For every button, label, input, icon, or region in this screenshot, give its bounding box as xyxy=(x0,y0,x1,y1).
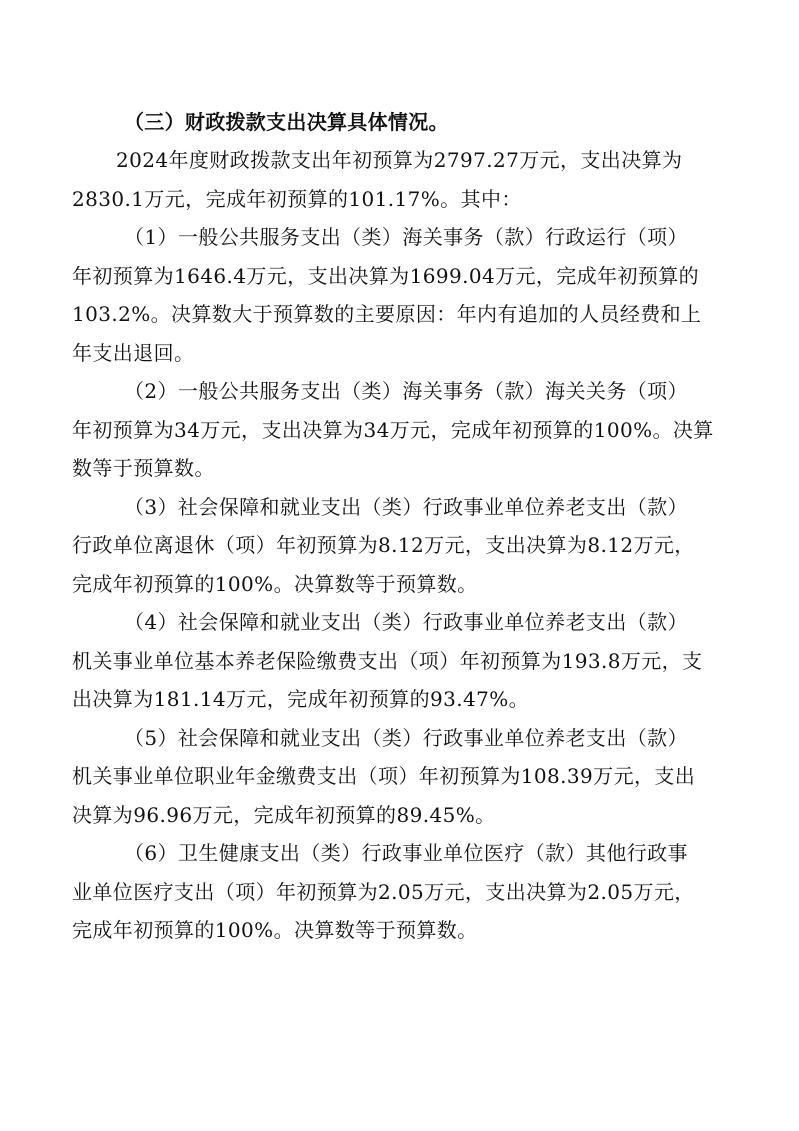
paragraph-line: （2）一般公共服务支出（类）海关事务（款）海关关务（项） xyxy=(124,379,688,403)
paragraph-line: 数等于预算数。 xyxy=(72,456,215,480)
document-body xyxy=(72,103,732,950)
paragraph-line: 业单位医疗支出（项）年初预算为2.05万元，支出决算为2.05万元， xyxy=(72,879,695,904)
item-paragraph-1 xyxy=(72,218,732,372)
item-paragraph-6 xyxy=(72,834,732,950)
item-paragraph-4 xyxy=(72,603,732,719)
item-paragraph-5 xyxy=(72,719,732,835)
section-heading: （三）财政拨款支出决算具体情况。 xyxy=(124,110,449,134)
paragraph-line: 行政单位离退休（项）年初预算为8.12万元，支出决算为8.12万元， xyxy=(72,533,695,557)
paragraph-line: 年支出退回。 xyxy=(72,340,195,365)
paragraph-line: （6）卫生健康支出（类）行政事业单位医疗（款）其他行政事 xyxy=(124,841,688,865)
paragraph-line: （3）社会保障和就业支出（类）行政事业单位养老支出（款） xyxy=(124,494,688,519)
paragraph-line: 出决算为181.14万元，完成年初预算的93.47%。 xyxy=(72,687,530,711)
paragraph-line: 完成年初预算的100%。决算数等于预算数。 xyxy=(72,918,478,942)
paragraph-line: （4）社会保障和就业支出（类）行政事业单位养老支出（款） xyxy=(124,610,688,634)
paragraph-line: 完成年初预算的100%。决算数等于预算数。 xyxy=(72,571,478,596)
paragraph-line: （5）社会保障和就业支出（类）行政事业单位养老支出（款） xyxy=(124,725,688,750)
intro-paragraph xyxy=(72,141,732,218)
paragraph-line: 机关事业单位职业年金缴费支出（项）年初预算为108.39万元，支出 xyxy=(72,764,696,788)
paragraph-line: 103.2%。决算数大于预算数的主要原因：年内有追加的人员经费和上 xyxy=(72,302,702,326)
paragraph-line: 机关事业单位基本养老保险缴费支出（项）年初预算为193.8万元，支 xyxy=(72,648,703,673)
item-paragraph-2 xyxy=(72,372,732,488)
paragraph-line: 2024年度财政拨款支出年初预算为2797.27万元，支出决算为 xyxy=(116,148,683,172)
paragraph-line: 年初预算为34万元，支出决算为34万元，完成年初预算的100%。决算 xyxy=(72,417,714,442)
paragraph-line: 2830.1万元，完成年初预算的101.17%。其中： xyxy=(72,186,522,211)
item-paragraph-3 xyxy=(72,488,732,604)
paragraph-line: 年初预算为1646.4万元，支出决算为1699.04万元，完成年初预算的 xyxy=(72,263,700,288)
paragraph-line: （1）一般公共服务支出（类）海关事务（款）行政运行（项） xyxy=(124,225,688,249)
paragraph-line: 决算为96.96万元，完成年初预算的89.45%。 xyxy=(72,802,496,827)
